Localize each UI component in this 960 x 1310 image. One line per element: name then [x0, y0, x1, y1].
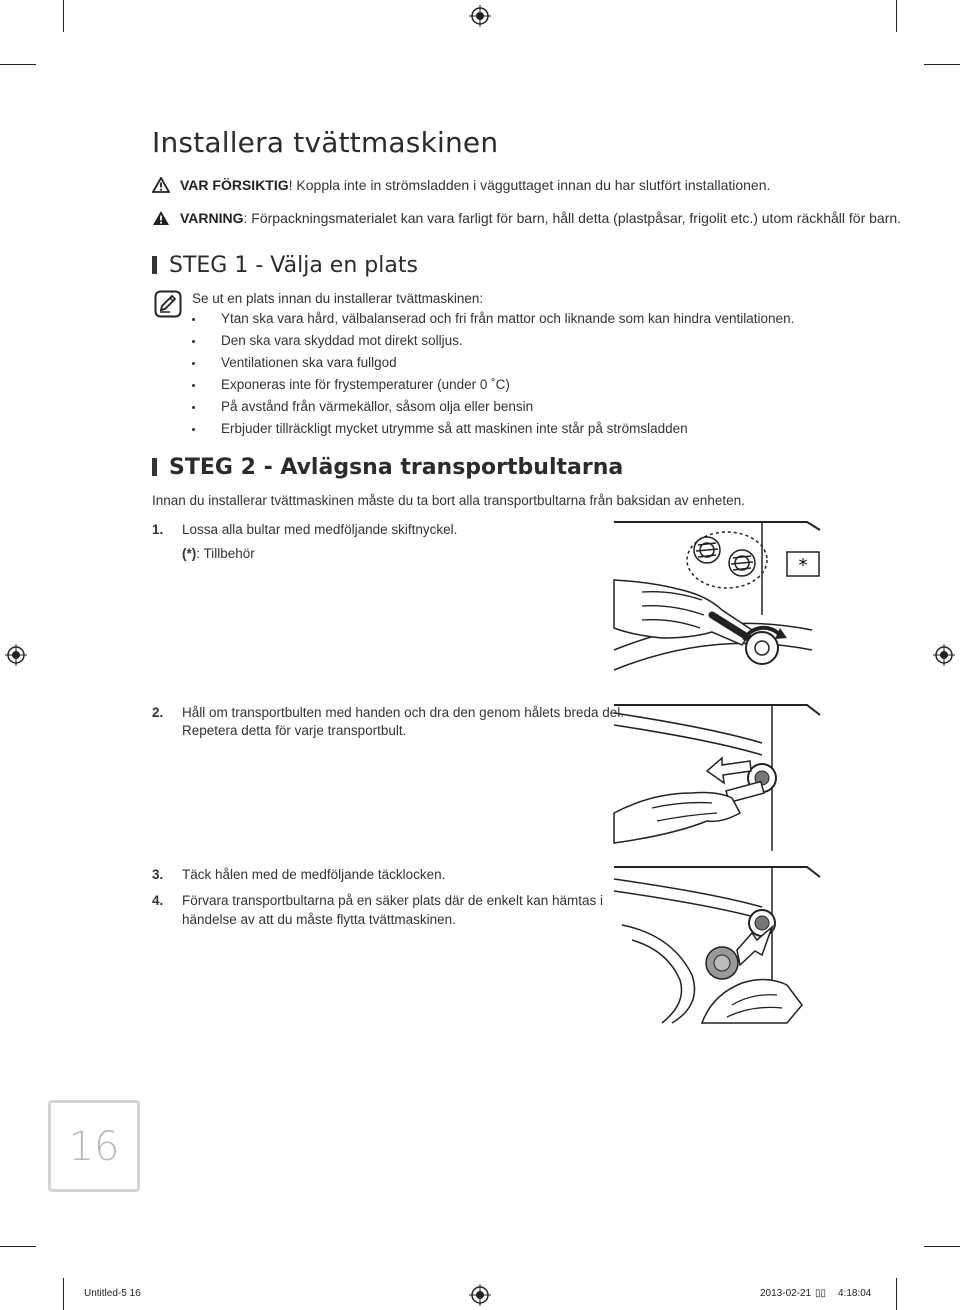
- step-number: 1.: [152, 522, 164, 537]
- footer-file: Untitled-5 16: [84, 1288, 141, 1299]
- accessory-mark: (*): [182, 546, 197, 561]
- crop-mark: [63, 1278, 64, 1310]
- warning-notice: [152, 209, 901, 227]
- step-text: Håll om transportbulten med handen och dra den genom hålets breda del.: [182, 705, 625, 720]
- step2-heading: [152, 455, 623, 480]
- pull-bolt-illustration: [612, 703, 822, 853]
- step1-heading-text: STEG 1 - Välja en plats: [169, 253, 418, 278]
- step2-heading-text: STEG 2 - Avlägsna transportbultarna: [169, 455, 624, 480]
- registration-mark-icon: [5, 644, 27, 666]
- step1-heading: [152, 253, 418, 278]
- registration-mark-icon: [469, 1284, 491, 1306]
- page-title: Installera tvättmaskinen: [152, 126, 499, 159]
- footer-time: 4:18:04: [838, 1288, 872, 1299]
- heading-bar: [152, 256, 157, 274]
- warning-triangle-icon: [152, 210, 170, 226]
- crop-mark: [924, 64, 960, 65]
- page-number: 16: [68, 1124, 120, 1170]
- crop-mark: [896, 0, 897, 32]
- step-text: Repetera detta för varje transportbult.: [182, 723, 407, 738]
- step-text: Täck hålen med de medföljande täcklocken.: [182, 867, 446, 882]
- heading-bar: [152, 458, 157, 476]
- crop-mark: [0, 1246, 36, 1247]
- registration-mark-icon: [933, 644, 955, 666]
- crop-mark: [924, 1246, 960, 1247]
- cover-cap-illustration: [612, 865, 822, 1025]
- step-text: Förvara transportbultarna på en säker plats där de enkelt kan hämtas i: [182, 893, 603, 908]
- step2-intro: Innan du installerar tvättmaskinen måste du ta bort alla transportbultarna från baksidan av enheten.: [152, 493, 745, 508]
- step-number: 4.: [152, 893, 164, 908]
- accessory-note: [182, 545, 255, 563]
- registration-mark-icon: [469, 5, 491, 27]
- step-number: 3.: [152, 867, 164, 882]
- note-icon: [154, 290, 182, 318]
- crop-mark: [0, 64, 36, 65]
- accessory-mark-label: *: [798, 555, 808, 576]
- accessory-text: : Tillbehör: [196, 546, 255, 561]
- step-text: Lossa alla bultar med medföljande skiftnyckel.: [182, 522, 458, 537]
- step1-intro: Se ut en plats innan du installerar tvättmaskinen:: [192, 291, 484, 306]
- warning-label: VARNING: [180, 210, 244, 226]
- caution-notice: [152, 176, 770, 194]
- crop-mark: [896, 1278, 897, 1310]
- caution-triangle-icon: [152, 177, 170, 193]
- footer-date: 2013-02-21: [760, 1288, 812, 1299]
- crop-mark: [63, 0, 64, 32]
- caution-label: VAR FÖRSIKTIG: [180, 177, 289, 193]
- caution-text: ! Koppla inte in strömsladden i vägguttaget innan du har slutfört installationen.: [288, 177, 771, 193]
- wrench-bolt-illustration: [612, 520, 822, 690]
- warning-text: : Förpackningsmaterialet kan vara farligt för barn, håll detta (plastpåsar, frigolit etc.) utom räckhåll för barn.: [243, 210, 902, 226]
- step-number: 2.: [152, 705, 164, 720]
- footer-glyph: ▯▯: [815, 1288, 827, 1299]
- step-text: händelse av att du måste flytta tvättmaskinen.: [182, 912, 456, 927]
